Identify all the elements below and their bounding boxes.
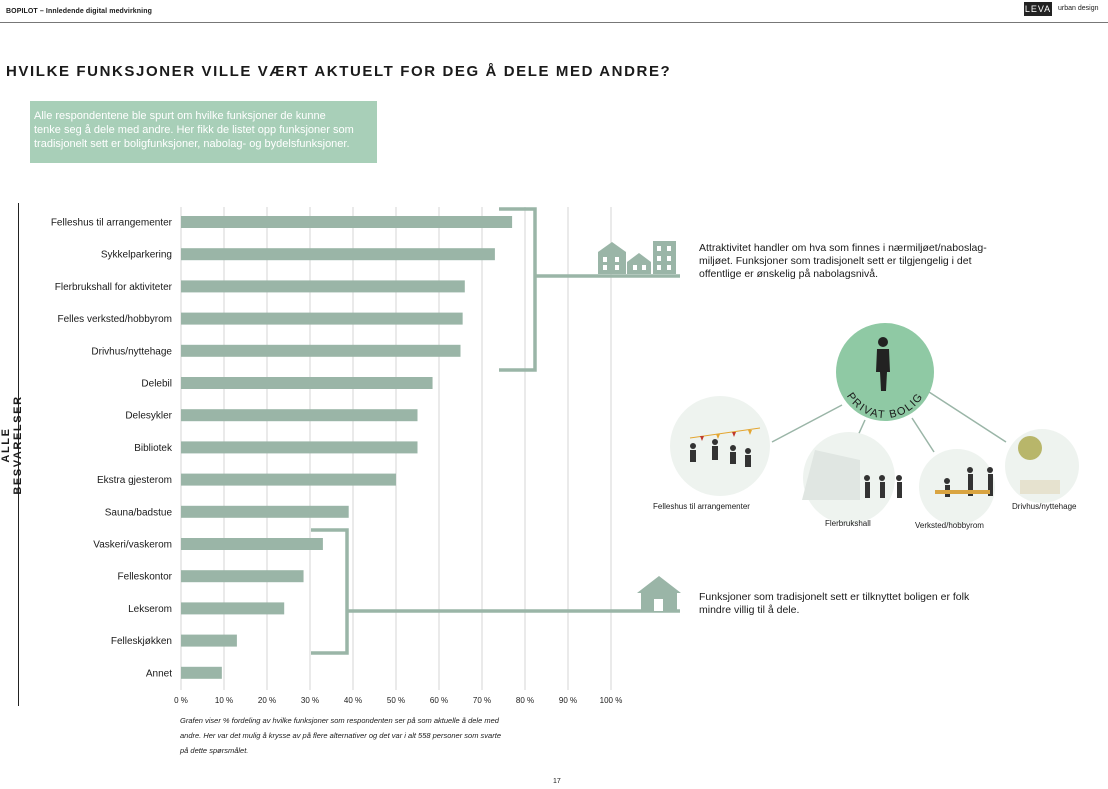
diagram-label-flerbrukshall: Flerbrukshall	[825, 519, 871, 528]
bar	[181, 248, 495, 260]
x-tick-label: 40 %	[343, 696, 363, 705]
annotation-line: Funksjoner som tradisjonelt sett er tilknyttet boligen er folk	[699, 591, 970, 603]
side-label: ALLE BESVARELSER	[0, 395, 24, 495]
footnote-line: Grafen viser % fordeling av hvilke funksjoner som respondenten ser på som aktuelle å dele med	[180, 716, 499, 725]
category-label: Sauna/badstue	[104, 507, 172, 519]
annotation-line: miljøet. Funksjoner som tradisjonelt sett er tilgjengelig i det	[699, 255, 972, 267]
page-title: HVILKE FUNKSJONER VILLE VÆRT AKTUELT FOR DEG Å DELE MED ANDRE?	[6, 63, 672, 80]
x-tick-label: 80 %	[515, 696, 535, 705]
top-annotation	[699, 242, 987, 281]
bar	[181, 570, 304, 582]
category-label: Annet	[145, 668, 172, 680]
house-icon	[637, 576, 681, 611]
footnote	[180, 713, 620, 758]
bar	[181, 506, 349, 518]
bottom-annotation	[699, 591, 969, 617]
x-tick-label: 70 %	[472, 696, 492, 705]
category-label: Felleskontor	[117, 571, 172, 583]
bar	[181, 377, 433, 389]
category-label: Ekstra gjesterom	[96, 475, 172, 487]
category-label: Vaskeri/vaskerom	[93, 539, 172, 551]
diagram-label-felleshus: Felleshus til arrangementer	[653, 502, 750, 511]
bottom-bracket	[311, 530, 680, 653]
top-bracket	[499, 209, 680, 370]
diagram-label-drivhus: Drivhus/nyttehage	[1012, 502, 1077, 511]
bar	[181, 667, 222, 679]
annotation-line: Attraktivitet handler om hva som finnes i nærmiljøet/naboslag-	[699, 242, 987, 254]
page-number: 17	[553, 778, 561, 785]
category-label: Felles verksted/hobbyrom	[57, 314, 172, 326]
x-tick-label: 10 %	[214, 696, 234, 705]
x-tick-label: 0 %	[174, 696, 188, 705]
bar	[181, 216, 512, 228]
category-label: Lekserom	[128, 603, 172, 615]
bar	[181, 474, 396, 486]
annotation-line: offentlige er ønskelig på nabolagsnivå.	[699, 268, 879, 280]
private-home-label: PRIVAT BOLIG	[844, 390, 927, 422]
document-title: BOPILOT – Innledende digital medvirkning	[6, 8, 152, 15]
category-label: Drivhus/nyttehage	[91, 346, 172, 358]
category-label: Bibliotek	[134, 442, 172, 454]
bar	[181, 345, 461, 357]
bar	[181, 409, 418, 421]
diagram-label-verksted: Verksted/hobbyrom	[915, 521, 984, 530]
category-label: Delesykler	[125, 410, 172, 422]
category-label: Felleskjøkken	[110, 636, 172, 648]
category-label: Felleshus til arrangementer	[50, 217, 172, 229]
bar	[181, 602, 284, 614]
bar	[181, 538, 323, 550]
footnote-line: på dette spørsmålet.	[180, 746, 249, 755]
buildings-icon	[598, 241, 676, 274]
x-tick-label: 60 %	[429, 696, 449, 705]
leva-logo: LEVA	[1024, 4, 1052, 14]
category-label: Delebil	[141, 378, 172, 390]
category-label: Sykkelparkering	[100, 249, 172, 261]
felleshus-illustration	[670, 396, 770, 496]
x-tick-label: 50 %	[386, 696, 406, 705]
intro-line: tenke seg å dele med andre. Her fikk de listet opp funksjoner som	[34, 124, 354, 136]
x-tick-label: 20 %	[257, 696, 277, 705]
intro-line: Alle respondentene ble spurt om hvilke funksjoner de kunne	[34, 110, 326, 122]
bar	[181, 441, 418, 453]
intro-line: tradisjonelt sett er boligfunksjoner, nabolag- og bydelsfunksjoner.	[34, 138, 350, 150]
bar	[181, 280, 465, 292]
x-tick-label: 90 %	[558, 696, 578, 705]
category-label: Flerbrukshall for aktiviteter	[54, 281, 172, 293]
verksted-illustration	[919, 449, 995, 525]
logo-text: urban design	[1058, 5, 1099, 12]
x-tick-label: 100 %	[599, 696, 623, 705]
annotation-line: mindre villig til å dele.	[699, 604, 800, 616]
bar	[181, 313, 463, 325]
x-tick-label: 30 %	[300, 696, 320, 705]
footnote-line: andre. Her var det mulig å krysse av på flere alternativer og det var i alt 558 personer som svarte	[180, 731, 501, 740]
bar	[181, 635, 237, 647]
